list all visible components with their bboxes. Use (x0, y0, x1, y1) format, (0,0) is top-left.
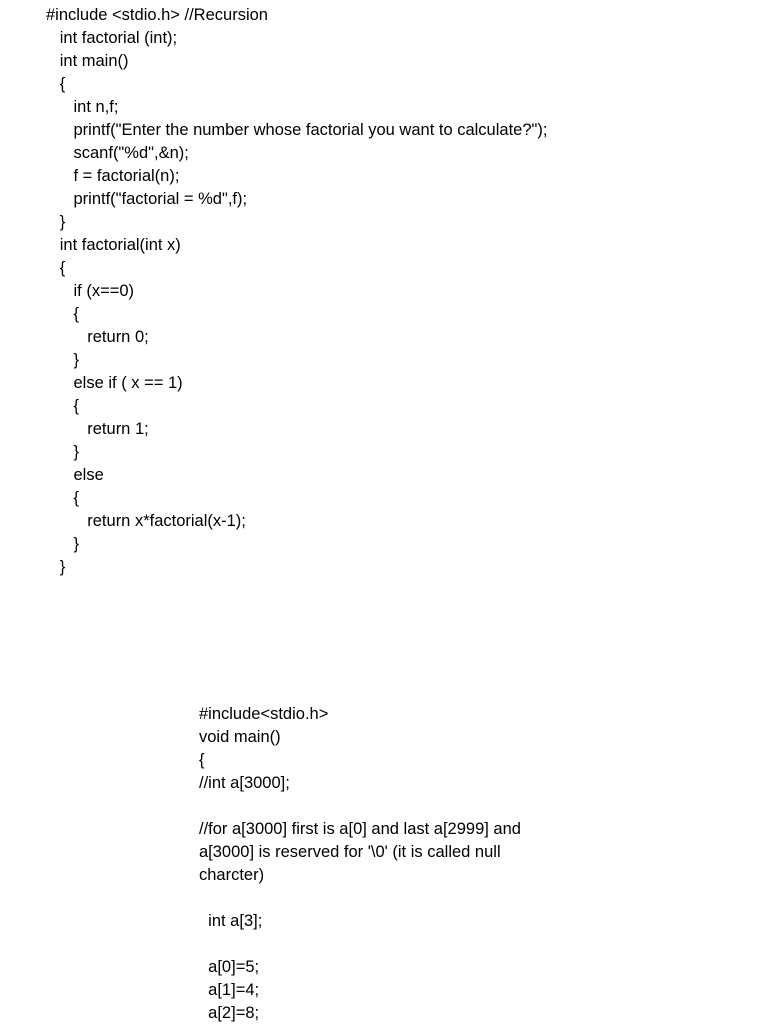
code-line: { (46, 397, 80, 415)
code-line: { (46, 259, 66, 277)
code-line: int factorial(int x) (46, 236, 181, 254)
code-line: printf("Enter the number whose factorial you want to calculate?"); (46, 121, 548, 139)
code-line: void main() (199, 728, 281, 746)
code-line: return 0; (46, 328, 149, 346)
code-line: #include <stdio.h> //Recursion (46, 6, 268, 24)
code-line: a[0]=5; (199, 958, 260, 976)
code-line: int n,f; (46, 98, 119, 116)
code-line: else if ( x == 1) (46, 374, 183, 392)
code-line: return 1; (46, 420, 149, 438)
code-line: else (46, 466, 104, 484)
code-line: charcter) (199, 866, 265, 884)
code-line: //for a[3000] first is a[0] and last a[2999] and (199, 820, 521, 838)
code-line: int factorial (int); (46, 29, 178, 47)
code-line: int main() (46, 52, 129, 70)
code-line: { (46, 489, 80, 507)
code-line: printf("factorial = %d",f); (46, 190, 248, 208)
code-line: { (46, 75, 66, 93)
code-line: } (46, 535, 80, 553)
code-line: } (46, 213, 66, 231)
code-line: scanf("%d",&n); (46, 144, 189, 162)
code-line: { (199, 751, 205, 769)
code-line: //int a[3000]; (199, 774, 290, 792)
code-line: } (46, 558, 66, 576)
code-line: { (46, 305, 80, 323)
code-line: a[2]=8; (199, 1004, 260, 1022)
code-line: int a[3]; (199, 912, 263, 930)
code-line: #include<stdio.h> (199, 705, 329, 723)
code-line: a[3000] is reserved for '\0' (it is called null (199, 843, 501, 861)
code-line: a[1]=4; (199, 981, 260, 999)
code-line: if (x==0) (46, 282, 135, 300)
code-line: return x*factorial(x-1); (46, 512, 246, 530)
code-line: } (46, 443, 80, 461)
code-line: f = factorial(n); (46, 167, 180, 185)
code-line: } (46, 351, 80, 369)
recursion-code-block (46, 4, 746, 594)
array-code-block (199, 703, 719, 1024)
